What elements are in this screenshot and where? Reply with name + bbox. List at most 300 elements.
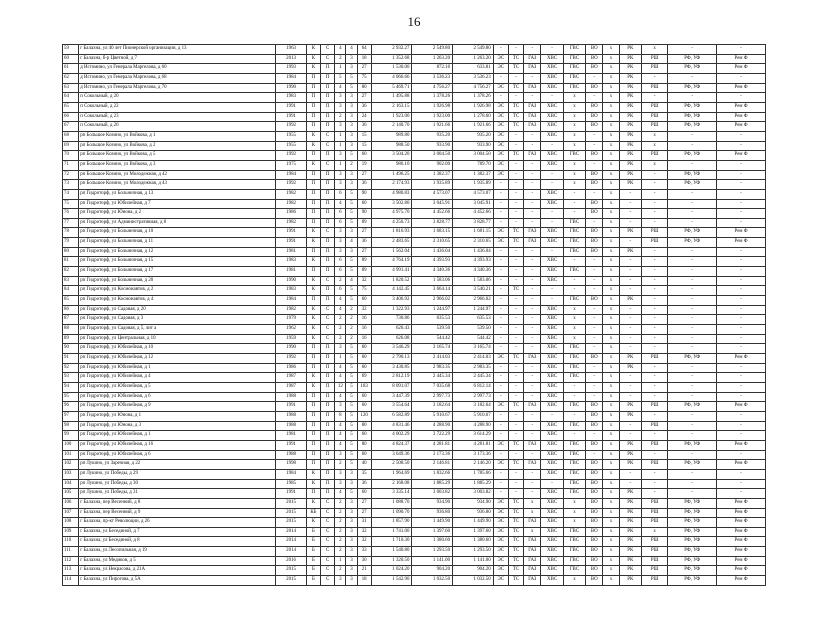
table-cell: ВО	[586, 518, 603, 528]
table-cell: ГАЗ	[524, 83, 541, 93]
table-cell: 5	[346, 296, 357, 306]
table-cell: ВО	[586, 479, 603, 489]
table-cell: 1983	[276, 286, 306, 296]
table-cell: 113	[63, 566, 79, 576]
table-cell: -	[493, 73, 508, 83]
table-cell: 2	[335, 527, 346, 537]
table-cell: х	[603, 267, 619, 277]
table-cell: ВО	[586, 469, 603, 479]
address-cell: рп Гидроторф, ул Юбилейная, д 5	[79, 382, 276, 392]
table-cell: ГВС	[563, 247, 585, 257]
table-cell: 1984	[276, 73, 306, 83]
table-cell: ХВС	[541, 315, 563, 325]
table-cell: -	[508, 131, 523, 141]
table-row	[63, 102, 766, 112]
table-cell: 1 935.89	[453, 180, 494, 190]
table-cell: РФ, УФ	[668, 508, 717, 518]
table-cell: х	[563, 102, 585, 112]
table-cell: 1 935.89	[412, 180, 453, 190]
table-cell: 3	[346, 527, 357, 537]
table-cell: 68	[63, 131, 79, 141]
table-cell: П	[321, 238, 335, 248]
table-cell: 872.16	[412, 64, 453, 74]
table-cell: П	[321, 199, 335, 209]
table-cell: -	[493, 209, 508, 219]
table-cell: х	[563, 93, 585, 103]
address-cell: рп Гидроторф, ул Юбилейная, д 6	[79, 392, 276, 402]
table-cell: 5	[346, 440, 357, 450]
table-cell: ГАЗ	[524, 537, 541, 547]
table-cell: 4 975.70	[371, 209, 412, 219]
table-cell: х	[641, 527, 667, 537]
table-cell: 4	[335, 489, 346, 499]
table-cell: П	[321, 122, 335, 132]
table-cell: ВО	[586, 296, 603, 306]
table-cell: х	[603, 363, 619, 373]
table-cell: ВО	[586, 402, 603, 412]
table-cell: -	[717, 267, 766, 277]
table-cell: -	[586, 392, 603, 402]
table-cell: ГВС	[563, 402, 585, 412]
address-cell: рп Большое Козино, ул Молодежная, д 43	[79, 180, 276, 190]
table-cell: ТС	[508, 576, 523, 586]
table-cell: ТС	[508, 122, 523, 132]
table-cell: РК	[619, 363, 641, 373]
table-cell: 2015	[276, 566, 306, 576]
table-cell: П	[306, 122, 320, 132]
table-cell: 85	[63, 296, 79, 306]
table-cell: х	[603, 180, 619, 190]
table-row	[63, 83, 766, 93]
table-cell: -	[541, 45, 563, 55]
table-cell: 4 980.83	[371, 189, 412, 199]
table-cell: 1955	[276, 131, 306, 141]
table-cell: -	[508, 199, 523, 209]
table-cell: РФ, УФ	[668, 440, 717, 450]
table-cell: ЭС	[493, 170, 508, 180]
table-cell: ХВС	[541, 354, 563, 364]
table-cell: ТС	[508, 556, 523, 566]
address-cell: рп Гидроторф, ул Юнона, д 3	[79, 421, 276, 431]
table-cell: С	[321, 518, 335, 528]
table-cell: -	[493, 450, 508, 460]
table-cell: 1 293.50	[412, 547, 453, 557]
table-cell: 99	[63, 431, 79, 441]
table-cell: -	[493, 218, 508, 228]
table-cell: ВО	[586, 566, 603, 576]
table-cell: -	[524, 489, 541, 499]
address-cell: рп Гидроторф, ул Больничная, д 17	[79, 267, 276, 277]
table-row	[63, 160, 766, 170]
table-cell: х	[524, 498, 541, 508]
table-cell: 18	[357, 54, 371, 64]
table-cell: ВО	[586, 45, 603, 55]
table-cell: РФ, УФ	[668, 547, 717, 557]
table-cell: ЭС	[493, 354, 508, 364]
table-cell: 1 921.66	[412, 122, 453, 132]
table-cell: Рем Ф	[717, 102, 766, 112]
table-cell: РК	[619, 489, 641, 499]
table-cell: 3	[335, 228, 346, 238]
table-cell: 5	[346, 363, 357, 373]
table-cell: ХВС	[541, 440, 563, 450]
table-cell: -	[641, 247, 667, 257]
table-cell: С	[321, 576, 335, 586]
table-cell: 6	[335, 267, 346, 277]
table-cell: х	[603, 73, 619, 83]
table-cell: ВО	[586, 209, 603, 219]
table-cell: РФ, УФ	[668, 527, 717, 537]
table-cell: Рем Ф	[717, 238, 766, 248]
table-cell: 60	[357, 344, 371, 354]
table-cell: 101	[63, 450, 79, 460]
table-cell: х	[563, 122, 585, 132]
table-cell: -	[619, 479, 641, 489]
table-cell: Рем Ф	[717, 460, 766, 470]
table-cell: П	[306, 73, 320, 83]
table-cell: -	[541, 180, 563, 190]
table-cell: 2	[346, 305, 357, 315]
table-cell: -	[493, 276, 508, 286]
table-cell: П	[321, 402, 335, 412]
table-cell: 82	[63, 267, 79, 277]
table-cell: х	[603, 402, 619, 412]
table-cell: ГВС	[563, 151, 585, 161]
table-cell: РК	[619, 576, 641, 586]
table-cell: -	[508, 189, 523, 199]
table-cell: 1975	[276, 160, 306, 170]
table-cell: -	[619, 189, 641, 199]
table-cell: х	[603, 151, 619, 161]
table-cell: х	[603, 334, 619, 344]
table-cell: -	[717, 431, 766, 441]
table-cell: х	[603, 537, 619, 547]
table-cell: х	[524, 527, 541, 537]
table-row	[63, 508, 766, 518]
address-cell: г Балахна, ул 40 лет Пионерской организации, д 13	[79, 45, 276, 55]
table-cell: К	[306, 238, 320, 248]
table-cell: -	[493, 489, 508, 499]
table-row	[63, 112, 766, 122]
table-cell: -	[668, 296, 717, 306]
table-cell: 936.80	[412, 508, 453, 518]
table-cell: П	[306, 112, 320, 122]
table-cell: -	[541, 93, 563, 103]
table-cell: 74	[63, 189, 79, 199]
table-cell: К	[306, 334, 320, 344]
table-cell: 66	[63, 112, 79, 122]
table-cell: ГАЗ	[524, 64, 541, 74]
table-cell: -	[508, 392, 523, 402]
table-cell: РФ, УФ	[668, 112, 717, 122]
table-cell: Б	[306, 556, 320, 566]
table-cell: 81	[63, 257, 79, 267]
table-cell: 87	[63, 315, 79, 325]
table-cell: П	[306, 450, 320, 460]
table-cell: ХВС	[541, 64, 563, 74]
address-cell: рп Гидроторф, ул Космонавтов, д 2	[79, 286, 276, 296]
table-cell: -	[717, 325, 766, 335]
table-cell: 5	[346, 218, 357, 228]
table-cell: -	[668, 45, 717, 55]
table-cell: -	[524, 421, 541, 431]
table-cell: 2 163.15	[371, 102, 412, 112]
table-cell: ГВС	[563, 218, 585, 228]
table-cell: ГАЗ	[524, 576, 541, 586]
table-cell: РК	[619, 180, 641, 190]
table-cell: РК	[619, 440, 641, 450]
table-cell: -	[668, 189, 717, 199]
table-cell: ВО	[586, 576, 603, 586]
table-cell: ХВС	[541, 325, 563, 335]
table-cell: 1 244.97	[412, 305, 453, 315]
table-cell: 4 393.93	[412, 257, 453, 267]
table-cell: 1	[335, 556, 346, 566]
table-cell: -	[619, 305, 641, 315]
table-cell: х	[603, 498, 619, 508]
table-cell: -	[524, 411, 541, 421]
table-cell: -	[668, 257, 717, 267]
table-row	[63, 199, 766, 209]
table-cell: 100	[63, 440, 79, 450]
table-cell: 3	[346, 469, 357, 479]
table-cell: -	[717, 315, 766, 325]
table-cell: -	[641, 296, 667, 306]
table-cell: ТС	[508, 508, 523, 518]
table-row	[63, 431, 766, 441]
table-cell: 3 722.29	[412, 431, 453, 441]
table-cell: 2015	[276, 498, 306, 508]
table-cell: 103	[63, 469, 79, 479]
table-cell: -	[508, 141, 523, 151]
table-cell: -	[641, 469, 667, 479]
table-cell: 80	[63, 247, 79, 257]
table-cell: 2	[335, 547, 346, 557]
table-cell: 60	[357, 489, 371, 499]
table-cell: 3 664.14	[412, 286, 453, 296]
table-cell: ГАЗ	[524, 440, 541, 450]
table-cell: х	[563, 180, 585, 190]
table-cell: ТС	[508, 566, 523, 576]
table-row	[63, 402, 766, 412]
table-cell: 1 926.98	[453, 102, 494, 112]
table-cell: 64	[63, 93, 79, 103]
table-cell: 2 310.65	[412, 238, 453, 248]
table-cell: 3	[335, 344, 346, 354]
table-cell: х	[563, 498, 585, 508]
table-cell: -	[717, 296, 766, 306]
table-row	[63, 141, 766, 151]
table-cell: -	[586, 305, 603, 315]
table-cell: П	[306, 199, 320, 209]
table-cell: -	[508, 469, 523, 479]
table-cell: 27	[357, 228, 371, 238]
table-cell: 2 310.65	[453, 238, 494, 248]
housing-register-table	[62, 44, 766, 586]
table-cell: -	[493, 199, 508, 209]
table-cell: 3 649.36	[371, 450, 412, 460]
table-cell: ХВС	[541, 73, 563, 83]
table-cell: 1 263.20	[412, 54, 453, 64]
table-cell: 4 142.45	[371, 286, 412, 296]
table-cell: -	[641, 257, 667, 267]
table-cell: К	[306, 315, 320, 325]
table-cell: -	[541, 286, 563, 296]
address-cell: г Балахна, ул Бесединой, д 7	[79, 527, 276, 537]
table-cell: 2015	[276, 518, 306, 528]
table-cell: П	[321, 392, 335, 402]
table-cell: -	[524, 296, 541, 306]
table-cell: -	[641, 209, 667, 219]
table-cell: 4 256.73	[371, 218, 412, 228]
table-row	[63, 305, 766, 315]
table-cell: 539.50	[453, 325, 494, 335]
table-cell: 1991	[276, 440, 306, 450]
table-cell: ТС	[508, 518, 523, 528]
table-row	[63, 556, 766, 566]
table-cell: 1	[335, 141, 346, 151]
table-cell: 1992	[276, 122, 306, 132]
table-cell: -	[541, 411, 563, 421]
table-cell: ВО	[586, 421, 603, 431]
table-cell: 5	[346, 373, 357, 383]
table-cell: ХВС	[541, 151, 563, 161]
table-cell: 3 003.82	[453, 489, 494, 499]
table-cell: 3	[335, 402, 346, 412]
table-cell: -	[493, 431, 508, 441]
table-cell: 3 004.50	[453, 151, 494, 161]
table-cell: 4	[335, 296, 346, 306]
table-cell: -	[524, 363, 541, 373]
table-cell: 3	[346, 141, 357, 151]
table-cell: 80	[357, 83, 371, 93]
table-row	[63, 170, 766, 180]
table-row	[63, 479, 766, 489]
table-cell: 4	[335, 305, 346, 315]
table-cell: Рем Ф	[717, 83, 766, 93]
table-cell: 4	[335, 363, 346, 373]
table-cell: -	[717, 286, 766, 296]
table-cell: х	[603, 228, 619, 238]
table-cell: 6	[335, 218, 346, 228]
table-cell: 2	[335, 566, 346, 576]
table-cell: 67	[63, 122, 79, 132]
table-cell: ХВС	[541, 238, 563, 248]
address-cell: рп Гидроторф, ул Юбилейная, д 4	[79, 373, 276, 383]
table-cell: 1 964.69	[371, 469, 412, 479]
table-cell: 1998	[276, 460, 306, 470]
table-cell: 1 380.60	[412, 537, 453, 547]
table-cell: РФ, УФ	[668, 170, 717, 180]
table-cell: х	[563, 518, 585, 528]
table-cell: -	[619, 373, 641, 383]
table-cell: -	[508, 479, 523, 489]
table-cell: -	[508, 247, 523, 257]
table-cell: 1	[335, 64, 346, 74]
table-cell: х	[603, 286, 619, 296]
table-cell: -	[619, 382, 641, 392]
table-cell: -	[524, 93, 541, 103]
table-cell: ТС	[508, 354, 523, 364]
table-cell: 3	[346, 228, 357, 238]
table-cell: -	[717, 45, 766, 55]
table-cell: РК	[619, 247, 641, 257]
table-cell: ВО	[586, 354, 603, 364]
table-cell: 1959	[276, 334, 306, 344]
table-cell: 77	[63, 218, 79, 228]
table-cell: 2	[335, 112, 346, 122]
table-cell: -	[668, 392, 717, 402]
table-cell: -	[524, 267, 541, 277]
table-row	[63, 373, 766, 383]
table-cell: С	[321, 305, 335, 315]
table-cell: ГВС	[563, 537, 585, 547]
table-row	[63, 93, 766, 103]
table-cell: 5	[346, 382, 357, 392]
table-cell: -	[641, 267, 667, 277]
table-cell: -	[717, 411, 766, 421]
table-cell: х	[524, 508, 541, 518]
table-cell: 78	[63, 228, 79, 238]
table-row	[63, 45, 766, 55]
table-cell: 33	[357, 547, 371, 557]
table-cell: -	[541, 141, 563, 151]
table-cell: 40	[357, 460, 371, 470]
table-cell: 1992	[276, 151, 306, 161]
table-cell: 3 828.77	[412, 218, 453, 228]
table-cell: 35	[357, 469, 371, 479]
table-cell: П	[306, 180, 320, 190]
table-cell: РК	[619, 228, 641, 238]
table-cell: 1	[335, 354, 346, 364]
address-cell: рп Гидроторф, ул Садовая, д 5, лит а	[79, 325, 276, 335]
table-cell: -	[524, 189, 541, 199]
address-cell: рп Большое Козино, ул Войкова, д 3	[79, 160, 276, 170]
table-cell: 1981	[276, 247, 306, 257]
table-cell: 4 002.29	[371, 431, 412, 441]
table-cell: ЭС	[493, 527, 508, 537]
table-cell: П	[306, 421, 320, 431]
table-row	[63, 189, 766, 199]
address-cell: рп Гидроторф, ул Больничная, д 20	[79, 276, 276, 286]
table-cell: -	[541, 296, 563, 306]
table-cell: Рем Ф	[717, 498, 766, 508]
table-cell: П	[321, 247, 335, 257]
table-cell: -	[493, 45, 508, 55]
table-cell: 90	[357, 209, 371, 219]
table-cell: -	[619, 209, 641, 219]
table-cell: ХВС	[541, 199, 563, 209]
table-cell: -	[508, 160, 523, 170]
table-row	[63, 151, 766, 161]
address-cell: д Истомино, ул Генерала Маргелова, д 70	[79, 83, 276, 93]
table-cell: 1982	[276, 189, 306, 199]
table-cell: ГАЗ	[524, 566, 541, 576]
address-cell: рп Гидроторф, ул Юбилейная, д 10	[79, 344, 276, 354]
table-cell: 1990	[276, 83, 306, 93]
table-cell: Рем Ф	[717, 122, 766, 132]
table-cell: 1 449.90	[453, 518, 494, 528]
table-row	[63, 73, 766, 83]
table-cell: Б	[306, 537, 320, 547]
table-cell: -	[524, 247, 541, 257]
table-cell: П	[321, 489, 335, 499]
table-cell: х	[603, 440, 619, 450]
table-cell: 3 173.36	[412, 450, 453, 460]
table-cell: К	[306, 373, 320, 383]
table-cell: 3	[346, 122, 357, 132]
table-cell: -	[493, 363, 508, 373]
